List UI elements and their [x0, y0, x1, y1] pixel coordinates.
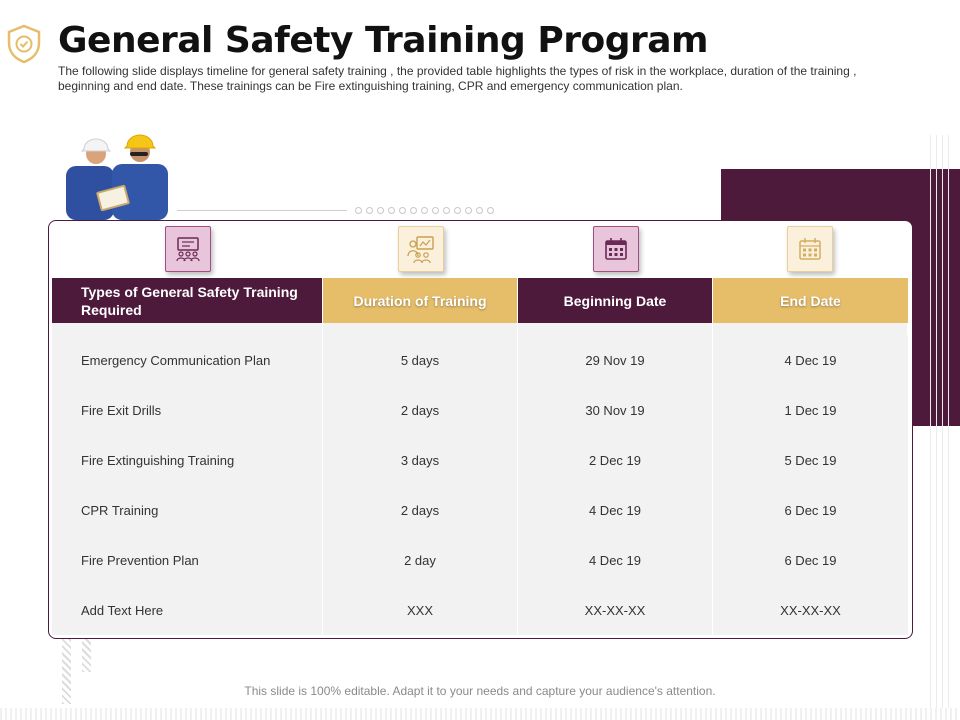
cell-duration: 3 days — [323, 435, 518, 485]
cell-duration: 2 day — [323, 535, 518, 585]
page-title: General Safety Training Program — [58, 20, 709, 61]
table-row — [52, 435, 908, 485]
cell-end-date: 1 Dec 19 — [713, 385, 908, 435]
table-header-row — [52, 278, 908, 323]
column-icon-box-end — [787, 226, 833, 272]
divider-line — [177, 210, 347, 211]
table-row — [52, 385, 908, 435]
training-table — [52, 278, 908, 635]
cell-type: Add Text Here — [52, 585, 323, 635]
table-spacer — [52, 323, 908, 335]
cell-duration: 5 days — [323, 335, 518, 385]
header-duration: Duration of Training — [323, 278, 518, 323]
cell-end-date: 6 Dec 19 — [713, 485, 908, 535]
cell-beginning-date: 2 Dec 19 — [518, 435, 713, 485]
decorative-footer-dots — [0, 708, 960, 720]
cell-end-date: XX-XX-XX — [713, 585, 908, 635]
footer-note: This slide is 100% editable. Adapt it to your needs and capture your audience's attention. — [244, 684, 716, 698]
cell-end-date: 4 Dec 19 — [713, 335, 908, 385]
cell-type: Emergency Communication Plan — [52, 335, 323, 385]
cell-type: CPR Training — [52, 485, 323, 535]
page-description: The following slide displays timeline for general safety training , the provided table highlights the types of risk in the workplace, duration of the training , beginning and end date. These trainings can be Fire extinguishing training, CPR and emergency communication plan. — [58, 64, 857, 93]
cell-duration: 2 days — [323, 385, 518, 435]
decorative-dots — [355, 207, 494, 214]
table-row — [52, 585, 908, 635]
header-end-date: End Date — [713, 278, 908, 323]
table-row — [52, 535, 908, 585]
table-row — [52, 485, 908, 535]
decorative-lines — [926, 135, 960, 715]
workers-illustration — [64, 130, 174, 220]
cell-beginning-date: 4 Dec 19 — [518, 485, 713, 535]
cell-type: Fire Exit Drills — [52, 385, 323, 435]
column-icon-box-begin — [593, 226, 639, 272]
header-type: Types of General Safety Training Required — [52, 278, 323, 323]
table-row — [52, 335, 908, 385]
cell-beginning-date: 4 Dec 19 — [518, 535, 713, 585]
cell-beginning-date: 30 Nov 19 — [518, 385, 713, 435]
cell-beginning-date: 29 Nov 19 — [518, 335, 713, 385]
header-beginning-date: Beginning Date — [518, 278, 713, 323]
classroom-training-icon — [174, 235, 202, 263]
cell-type: Fire Extinguishing Training — [52, 435, 323, 485]
cell-type: Fire Prevention Plan — [52, 535, 323, 585]
cell-end-date: 5 Dec 19 — [713, 435, 908, 485]
cell-duration: XXX — [323, 585, 518, 635]
presentation-training-icon — [406, 234, 436, 264]
column-icon-box-duration — [398, 226, 444, 272]
cell-duration: 2 days — [323, 485, 518, 535]
cell-beginning-date: XX-XX-XX — [518, 585, 713, 635]
cell-end-date: 6 Dec 19 — [713, 535, 908, 585]
column-icon-box-type — [165, 226, 211, 272]
calendar-icon — [797, 236, 823, 262]
shield-check-icon — [6, 24, 42, 64]
calendar-icon — [603, 236, 629, 262]
